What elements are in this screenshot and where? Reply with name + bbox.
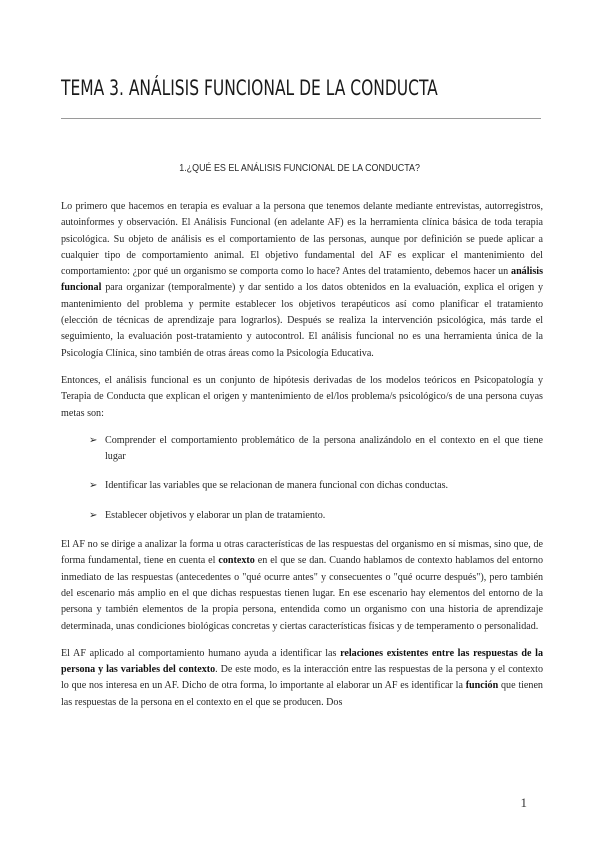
paragraph-1: [61, 199, 543, 362]
paragraph-4: [61, 646, 543, 711]
list-item: [89, 508, 543, 524]
paragraph-2: Entonces, el análisis funcional es un conjunto de hipótesis derivadas de los modelos teóricos en Psicopatología y Terapia de Conducta que explican el origen y mantenimiento de el/los problema/s psicológico/s de una persona cuyas metas son:: [61, 374, 543, 419]
paragraph-3-bold-a: contexto: [218, 555, 255, 567]
page-number: 1: [520, 795, 527, 810]
paragraph-4-text-c: que tienen las respuestas de la persona en el contexto en el que se producen. Dos: [61, 680, 543, 708]
paragraph-4-bold-a: relaciones existentes entre las respuestas de la persona y las variables del contexto: [61, 647, 543, 676]
paragraph-1-bold-a: análisis funcional: [61, 266, 543, 294]
arrow-bullet-icon: ➢: [89, 480, 98, 492]
list-item-text: Comprender el comportamiento problemático de la persona analizándolo en el contexto en el que tiene lugar: [105, 434, 543, 463]
paragraph-3-text-a: El AF no se dirige a analizar la forma u otras características de las respuestas del organismo en sí mismas, sino que, de forma fundamental, tiene en cuenta el: [61, 539, 543, 567]
list-item-text: Establecer objetivos y elaborar un plan de tratamiento.: [105, 509, 326, 521]
paragraph-4-bold-b: función: [465, 680, 499, 692]
paragraph-3: [61, 537, 543, 635]
list-item: [89, 478, 543, 494]
list-item-text: Identificar las variables que se relacionan de manera funcional con dichas conductas.: [105, 480, 449, 492]
paragraph-4-text-a: El AF aplicado al comportamiento humano ayuda a identificar las: [61, 647, 341, 659]
arrow-bullet-icon: ➢: [89, 434, 98, 446]
section-heading-text: 1.¿QUÉ ES EL ANÁLISIS FUNCIONAL DE LA CONDUCTA?: [179, 162, 421, 174]
arrow-bullet-icon: ➢: [89, 509, 98, 521]
goals-list: [61, 433, 543, 524]
body-text: [61, 199, 543, 722]
section-heading: [0, 162, 600, 174]
title-divider: [61, 118, 541, 119]
list-item: [89, 433, 543, 466]
paragraph-4-text-b: . De este modo, es la interacción entre las respuestas de la persona y el contexto lo que nos interesa en un AF. Dicho de otra forma, lo importante al elaborar un AF es identificar la: [61, 664, 543, 692]
paragraph-3-text-b: en el que se dan. Cuando hablamos de contexto hablamos del entorno inmediato de las respuestas (antecedentes o "qué ocurre antes" y consecuentes o "qué ocurre después"), pero también del escenario más amplio en el que dichas respuestas tienen lugar. En ese escenario hay elementos del entorno de la persona y también elementos de la propia persona, entendida como un organismo con una historia de aprendizaje determinada, unas condiciones biológicas concretas y ciertas características físicas y de temperamento o personalidad.: [61, 555, 544, 632]
page-title: TEMA 3. ANÁLISIS FUNCIONAL DE LA CONDUCTA: [61, 76, 438, 100]
paragraph-1-text-a: Lo primero que hacemos en terapia es evaluar a la persona que tenemos delante mediante entrevistas, autorregistros, autoinformes y observación. El Análisis Funcional (en adelante AF) es la herramienta clínica básica de toda terapia psicológica. Su objeto de análisis es el comportamiento de las personas, aunque por definición se puede aplicar a cualquier tipo de comportamiento animal. El objetivo fundamental del AF es explicar el mantenimiento del comportamiento: ¿por qué un organismo se comporta como lo hace? Antes del tratamiento, debemos hacer un: [61, 201, 543, 278]
paragraph-1-text-b: para organizar (temporalmente) y dar sentido a los datos obtenidos en la evaluación, explica el origen y mantenimiento del problema y permite establecer los objetivos terapéuticos así como planificar el tratamiento (elección de técnicas de aprendizaje para lograrlos). Después se realiza la intervención psicológica, más tarde el seguimiento, la evaluación post-tratamiento y autocontrol. El análisis funcional no es una herramienta única de la Psicología Clínica, sino también de otras áreas como la Psicología Educativa.: [61, 282, 543, 359]
